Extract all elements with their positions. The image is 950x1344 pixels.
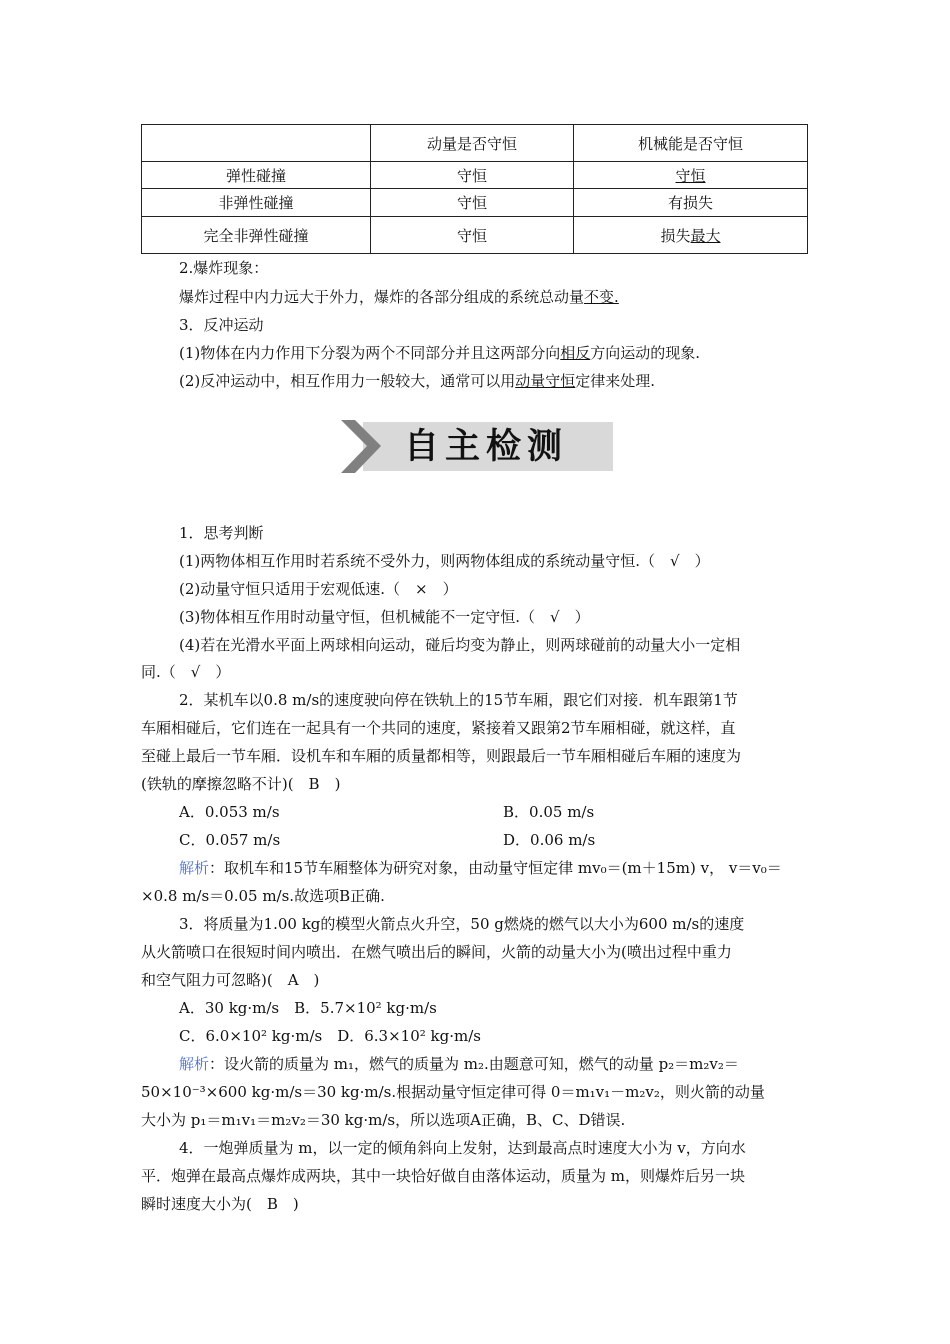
q2-line: 至碰上最后一节车厢．设机车和车厢的质量都相等，则跟最后一节车厢相碰后车厢的速度为 [141,747,742,765]
q1-title: 1．思考判断 [179,524,264,542]
q3-line: 和空气阻力可忽略)( A ) [141,971,320,989]
collision-type-cell: 弹性碰撞 [142,162,371,189]
q2-analysis [179,858,782,878]
energy-cell: 有损失 [574,189,808,217]
explosion-title: 2.爆炸现象： [179,259,269,277]
explosion-text-prefix: 爆炸过程中内力远大于外力，爆炸的各部分组成的系统总动量 [179,288,585,306]
recoil-point-2 [179,371,655,391]
q3-options-1: A．30 kg·m/s B．5.7×10² kg·m/s [179,999,437,1017]
table-row [142,189,808,217]
collision-type-cell: 完全非弹性碰撞 [142,217,371,254]
section-title: 自主检测 [404,427,569,467]
analysis-label: 解析 [179,1055,210,1073]
energy-cell [574,162,808,189]
table-header-momentum: 动量是否守恒 [371,125,574,162]
table-row [142,217,808,254]
q2-analysis-cont: ×0.8 m/s＝0.05 m/s.故选项B正确. [141,887,385,905]
q3-analysis-cont: 大小为 p₁＝m₁v₁＝m₂v₂＝30 kg·m/s，所以选项A正确，B、C、D错误. [141,1111,626,1129]
table-header-row [142,125,808,162]
q4-line: 平．炮弹在最高点爆炸成两块，其中一块恰好做自由落体运动，质量为 m，则爆炸后另一块 [141,1167,745,1185]
q1-statement-4: (4)若在光滑水平面上两球相向运动，碰后均变为静止，则两球碰前的动量大小一定相 [179,636,741,654]
analysis-text: ：设火箭的质量为 m₁，燃气的质量为 m₂.由题意可知，燃气的动量 p₂＝m₂v₂＝ [209,1055,739,1073]
q2-line: 车厢相碰后，它们连在一起具有一个共同的速度，紧接着又跟第2节车厢相碰，就这样，直 [141,719,736,737]
analysis-text: ：取机车和15节车厢整体为研究对象，由动量守恒定律 mv₀＝(m＋15m) v， v＝v₀＝ [209,859,782,877]
q4-line: 瞬时速度大小为( B ) [141,1195,299,1213]
table-header-energy: 机械能是否守恒 [574,125,808,162]
table-corner-cell [142,125,371,162]
q3-analysis-cont: 50×10⁻³×600 kg·m/s＝30 kg·m/s.根据动量守恒定律可得 0＝m₁v₁－m₂v₂，则火箭的动量 [141,1083,765,1101]
explosion-text [179,287,619,307]
q2-line: (铁轨的摩擦忽略不计)( B ) [141,775,341,793]
explosion-text-underlined: 不变. [584,288,619,306]
energy-cell [574,217,808,254]
recoil-p1-suffix: 方向运动的现象. [590,344,701,362]
q3-line: 从火箭喷口在很短时间内喷出．在燃气喷出后的瞬间，火箭的动量大小为(喷出过程中重力 [141,943,732,961]
q1-statement-2: (2)动量守恒只适用于宏观低速.（ × ） [179,580,458,598]
q4-line: 4．一炮弹质量为 m，以一定的倾角斜向上发射，达到最高点时速度大小为 v，方向水 [179,1139,746,1157]
q2-line: 2．某机车以0.8 m/s的速度驶向停在铁轨上的15节车厢，跟它们对接．机车跟第1节 [179,691,738,709]
table-row [142,162,808,189]
q2-option-d: D．0.06 m/s [503,831,596,849]
recoil-point-1 [179,343,700,363]
q2-option-b: B．0.05 m/s [503,803,595,821]
energy-underlined-text: 守恒 [675,166,706,185]
q2-option-a: A．0.053 m/s [179,803,280,821]
recoil-p2-prefix: (2)反冲运动中，相互作用力一般较大，通常可以用 [179,372,516,390]
recoil-title: 3．反冲运动 [179,316,264,334]
recoil-p1-prefix: (1)物体在内力作用下分裂为两个不同部分并且这两部分向 [179,344,561,362]
recoil-p1-underlined: 相反 [560,344,591,362]
momentum-cell: 守恒 [371,162,574,189]
momentum-cell: 守恒 [371,217,574,254]
recoil-p2-underlined: 动量守恒 [515,372,576,390]
analysis-label: 解析 [179,859,210,877]
q3-analysis [179,1054,739,1074]
energy-underlined-text: 最大 [690,226,721,245]
recoil-p2-suffix: 定律来处理. [575,372,656,390]
collision-comparison-table [141,124,808,254]
energy-prefix-text: 损失 [660,226,691,245]
q3-line: 3．将质量为1.00 kg的模型火箭点火升空，50 g燃烧的燃气以大小为600 m/s的速度 [179,915,745,933]
q1-statement-4-cont: 同.（ √ ） [141,663,231,681]
collision-type-cell: 非弹性碰撞 [142,189,371,217]
q3-options-2: C．6.0×10² kg·m/s D．6.3×10² kg·m/s [179,1027,481,1045]
momentum-cell: 守恒 [371,189,574,217]
q1-statement-3: (3)物体相互作用时动量守恒，但机械能不一定守恒.（ √ ） [179,608,590,626]
q2-option-c: C．0.057 m/s [179,831,281,849]
q1-statement-1: (1)两物体相互作用时若系统不受外力，则两物体组成的系统动量守恒.（ √ ） [179,552,710,570]
